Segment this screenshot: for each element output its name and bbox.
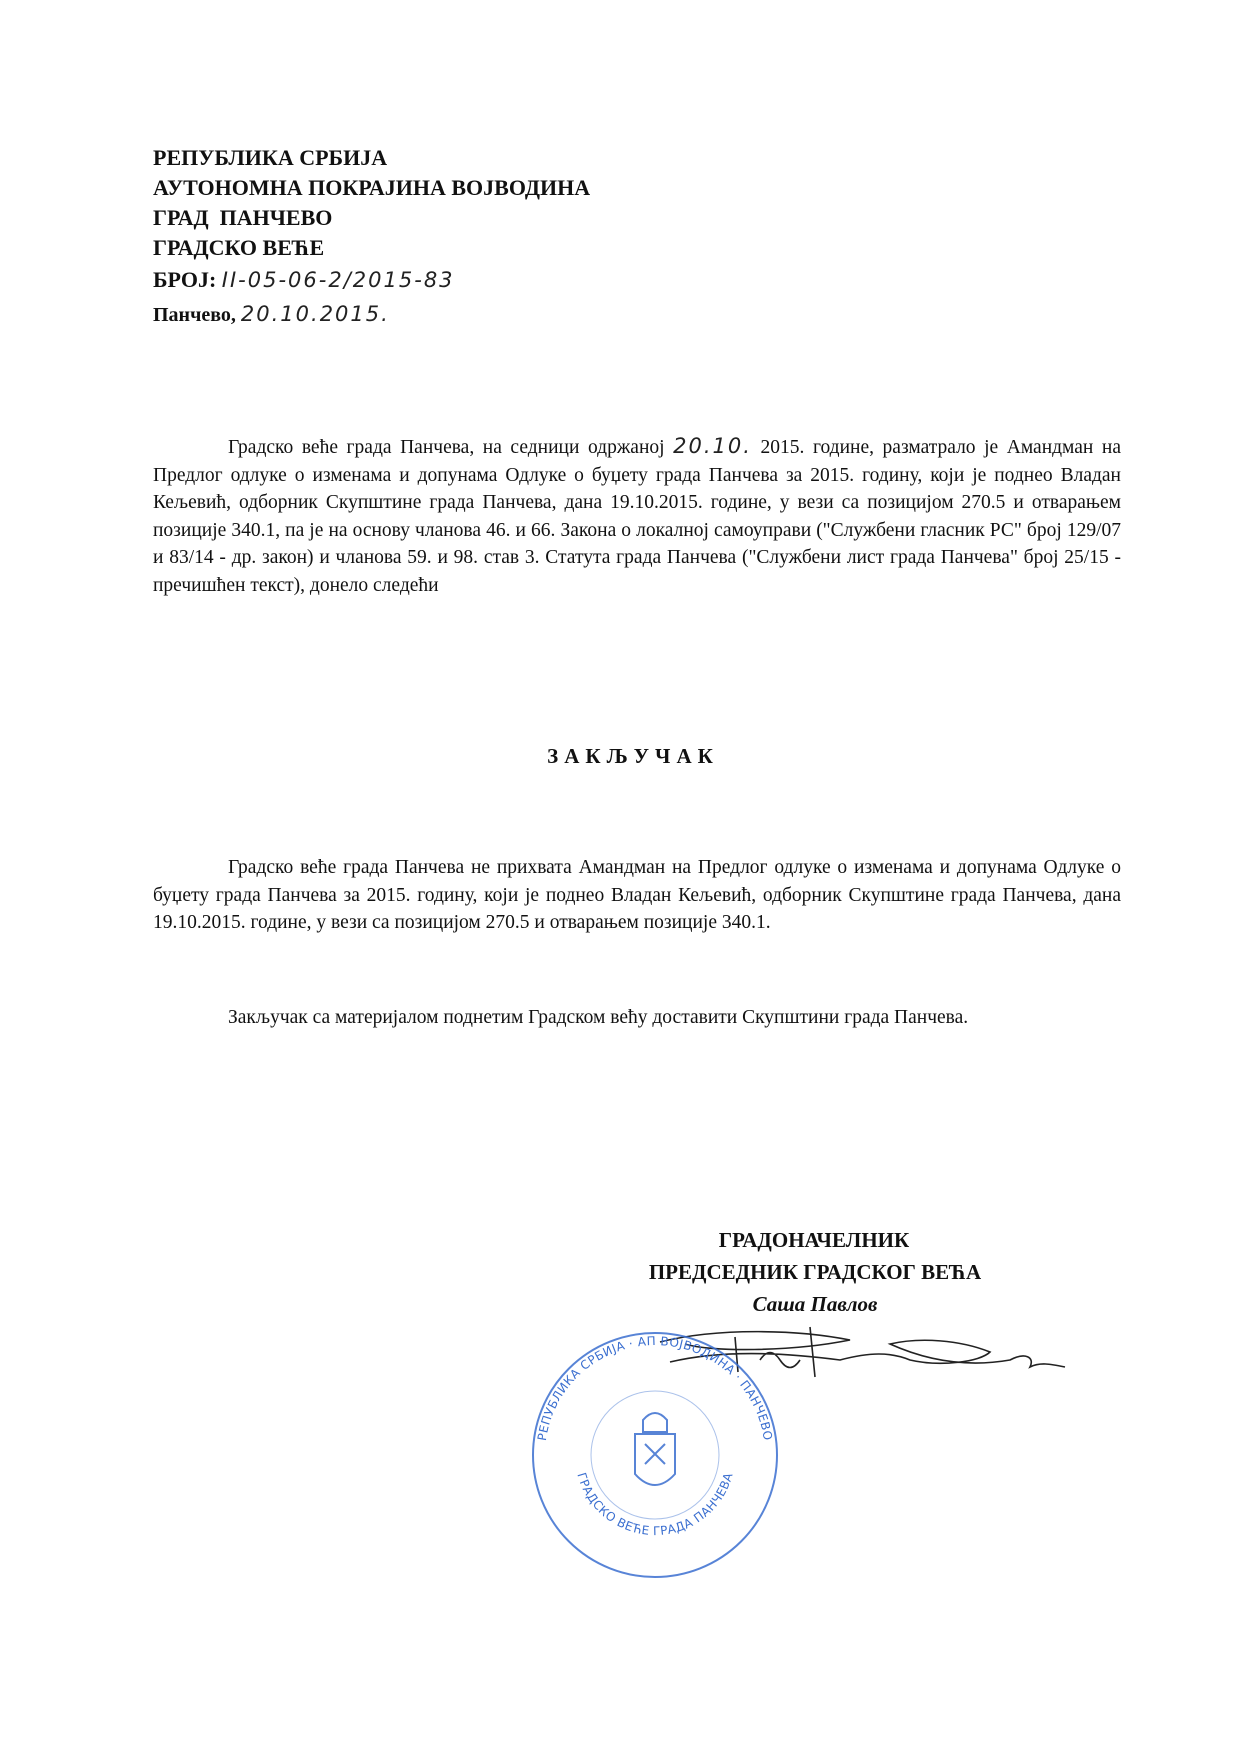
number-label: БРОЈ: [153, 267, 217, 292]
document-title: ЗАКЉУЧАК [547, 744, 719, 768]
paragraph-delivery [153, 1004, 1121, 1032]
preamble-rest: 2015. године, разматрало је Амандман на Предлог одлуке о изменама и допунама Одлуке о буџету града Панчева за 2015. годину, који је поднео Владан Кељевић, одборник Скупштине града Панчева, дана 19.10.2015. године, у вези са позицијом 270.5 и отварањем позиције 340.1, па је на основу чланова 46. и 66. Закона о локалној самоуправи ("Службени гласник РС" број 129/07 и 83/14 - др. закон) и чланова 59. и 98. став 3. Статута града Панчева ("Службени лист града Панчева" број 25/15 - пречишћен текст), донело следећи [153, 437, 1122, 596]
header-province: АУТОНОМНА ПОКРАЈИНА ВОЈВОДИНА [153, 175, 591, 200]
crown-icon [643, 1413, 667, 1432]
header-country: РЕПУБЛИКА СРБИЈА [153, 145, 388, 170]
signature-title-mayor: ГРАДОНАЧЕЛНИК [718, 1228, 910, 1252]
stamp-outer-text: РЕПУБЛИКА СРБИЈА · АП ВОЈВОДИНА · ПАНЧЕВО [534, 1333, 776, 1442]
signature-title-president: ПРЕДСЕДНИК ГРАДСКОГ ВЕЋА [648, 1260, 982, 1284]
header-place-date [153, 300, 390, 328]
stamp-inner-text: ГРАДСКО ВЕЋЕ ГРАДА ПАНЧЕВА [574, 1470, 736, 1539]
handwritten-date: 20.10.2015. [240, 302, 390, 326]
coat-of-arms-icon [635, 1434, 675, 1485]
svg-text:ГРАДСКО ВЕЋЕ ГРАДА ПАНЧЕВА [574, 1471, 735, 1538]
header-number [153, 266, 455, 294]
svg-text:РЕПУБЛИКА СРБИЈА · АП ВОЈВОДИН [535, 1334, 775, 1442]
place-label: Панчево, [153, 304, 236, 326]
official-stamp [530, 1330, 780, 1580]
header-city: ГРАД ПАНЧЕВО [153, 205, 333, 230]
paragraph-decision [153, 854, 1121, 937]
header-council: ГРАДСКО ВЕЋЕ [153, 235, 325, 260]
paragraph-preamble [153, 434, 1121, 599]
delivery-text: Закључак са материјалом поднетим Градском већу доставити Скупштини града Панчева. [228, 1007, 969, 1028]
handwritten-number: II-05-06-2/2015-83 [221, 268, 455, 292]
handwritten-session-date: 20.10. [673, 434, 752, 458]
decision-text: Градско веће града Панчева не прихвата Амандман на Предлог одлуке о изменама и допунама Одлуке о буџету града Панчева за 2015. годину, који је поднео Владан Кељевић, одборник Скупштине града Панчева, дана 19.10.2015. године, у вези са позицијом 270.5 и отварањем позиције 340.1. [153, 857, 1121, 933]
preamble-start: Градско веће града Панчева, на седници одржаној [228, 437, 665, 458]
signatory-name: Саша Павлов [752, 1292, 878, 1316]
